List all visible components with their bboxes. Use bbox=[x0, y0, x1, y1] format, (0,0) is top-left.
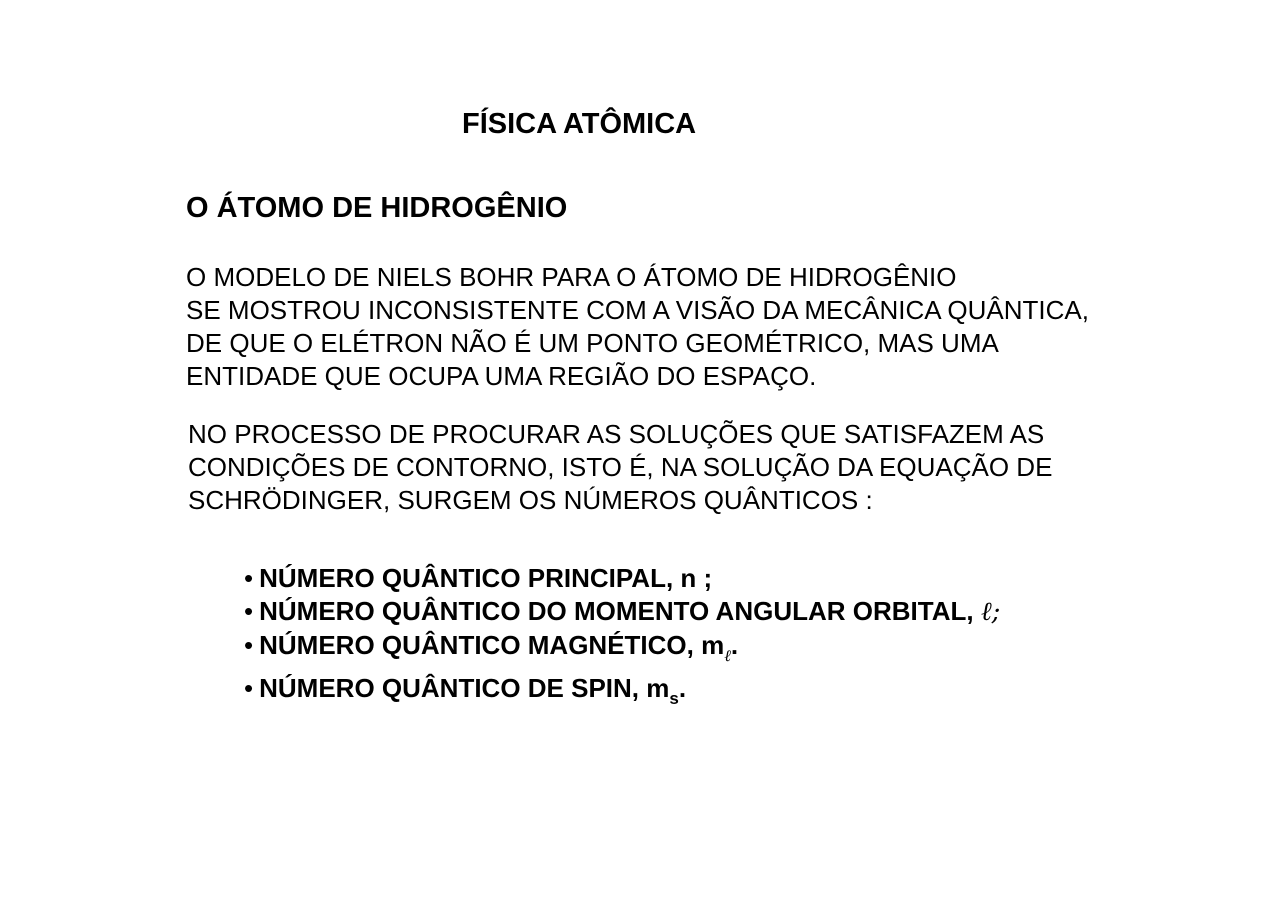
paragraph-line: NO PROCESSO DE PROCURAR AS SOLUÇÕES QUE SATISFAZEM AS bbox=[188, 419, 1045, 449]
bullet-icon: • bbox=[244, 673, 254, 703]
section-heading: O ÁTOMO DE HIDROGÊNIO bbox=[186, 192, 568, 224]
ell-symbol: ℓ bbox=[980, 597, 992, 627]
list-item-suffix: ; bbox=[991, 597, 1001, 627]
bohr-model-paragraph bbox=[186, 261, 1089, 393]
paragraph-line: DE QUE O ELÉTRON NÃO É UM PONTO GEOMÉTRICO, MAS UMA bbox=[186, 328, 999, 358]
list-item-orbital bbox=[244, 595, 1000, 629]
paragraph-line: SE MOSTROU INCONSISTENTE COM A VISÃO DA MECÂNICA QUÂNTICA, bbox=[186, 295, 1089, 325]
list-item-suffix: . bbox=[678, 673, 687, 703]
list-item-spin bbox=[244, 672, 1000, 715]
list-item-suffix: . bbox=[730, 630, 739, 660]
paragraph-line: ENTIDADE QUE OCUPA UMA REGIÃO DO ESPAÇO. bbox=[186, 361, 817, 391]
subscript-ell: ℓ bbox=[724, 646, 731, 665]
bullet-icon: • bbox=[244, 563, 254, 593]
quantum-numbers-list bbox=[244, 562, 1000, 715]
list-item-text: NÚMERO QUÂNTICO DE SPIN, m bbox=[259, 673, 670, 703]
bullet-icon: • bbox=[244, 630, 254, 660]
list-item-magnetic bbox=[244, 629, 1000, 672]
list-item-principal bbox=[244, 562, 1000, 595]
list-item-text: NÚMERO QUÂNTICO PRINCIPAL, n ; bbox=[259, 563, 713, 593]
schrodinger-paragraph bbox=[188, 418, 1052, 517]
list-item-text: NÚMERO QUÂNTICO MAGNÉTICO, m bbox=[259, 630, 725, 660]
paragraph-line: SCHRÖDINGER, SURGEM OS NÚMEROS QUÂNTICOS : bbox=[188, 485, 873, 515]
subscript-s: s bbox=[669, 689, 679, 708]
slide-title: FÍSICA ATÔMICA bbox=[462, 108, 697, 140]
bullet-icon: • bbox=[244, 596, 254, 626]
list-item-text: NÚMERO QUÂNTICO DO MOMENTO ANGULAR ORBITAL, bbox=[259, 596, 981, 626]
paragraph-line: O MODELO DE NIELS BOHR PARA O ÁTOMO DE HIDROGÊNIO bbox=[186, 262, 957, 292]
paragraph-line: CONDIÇÕES DE CONTORNO, ISTO É, NA SOLUÇÃO DA EQUAÇÃO DE bbox=[188, 452, 1053, 482]
